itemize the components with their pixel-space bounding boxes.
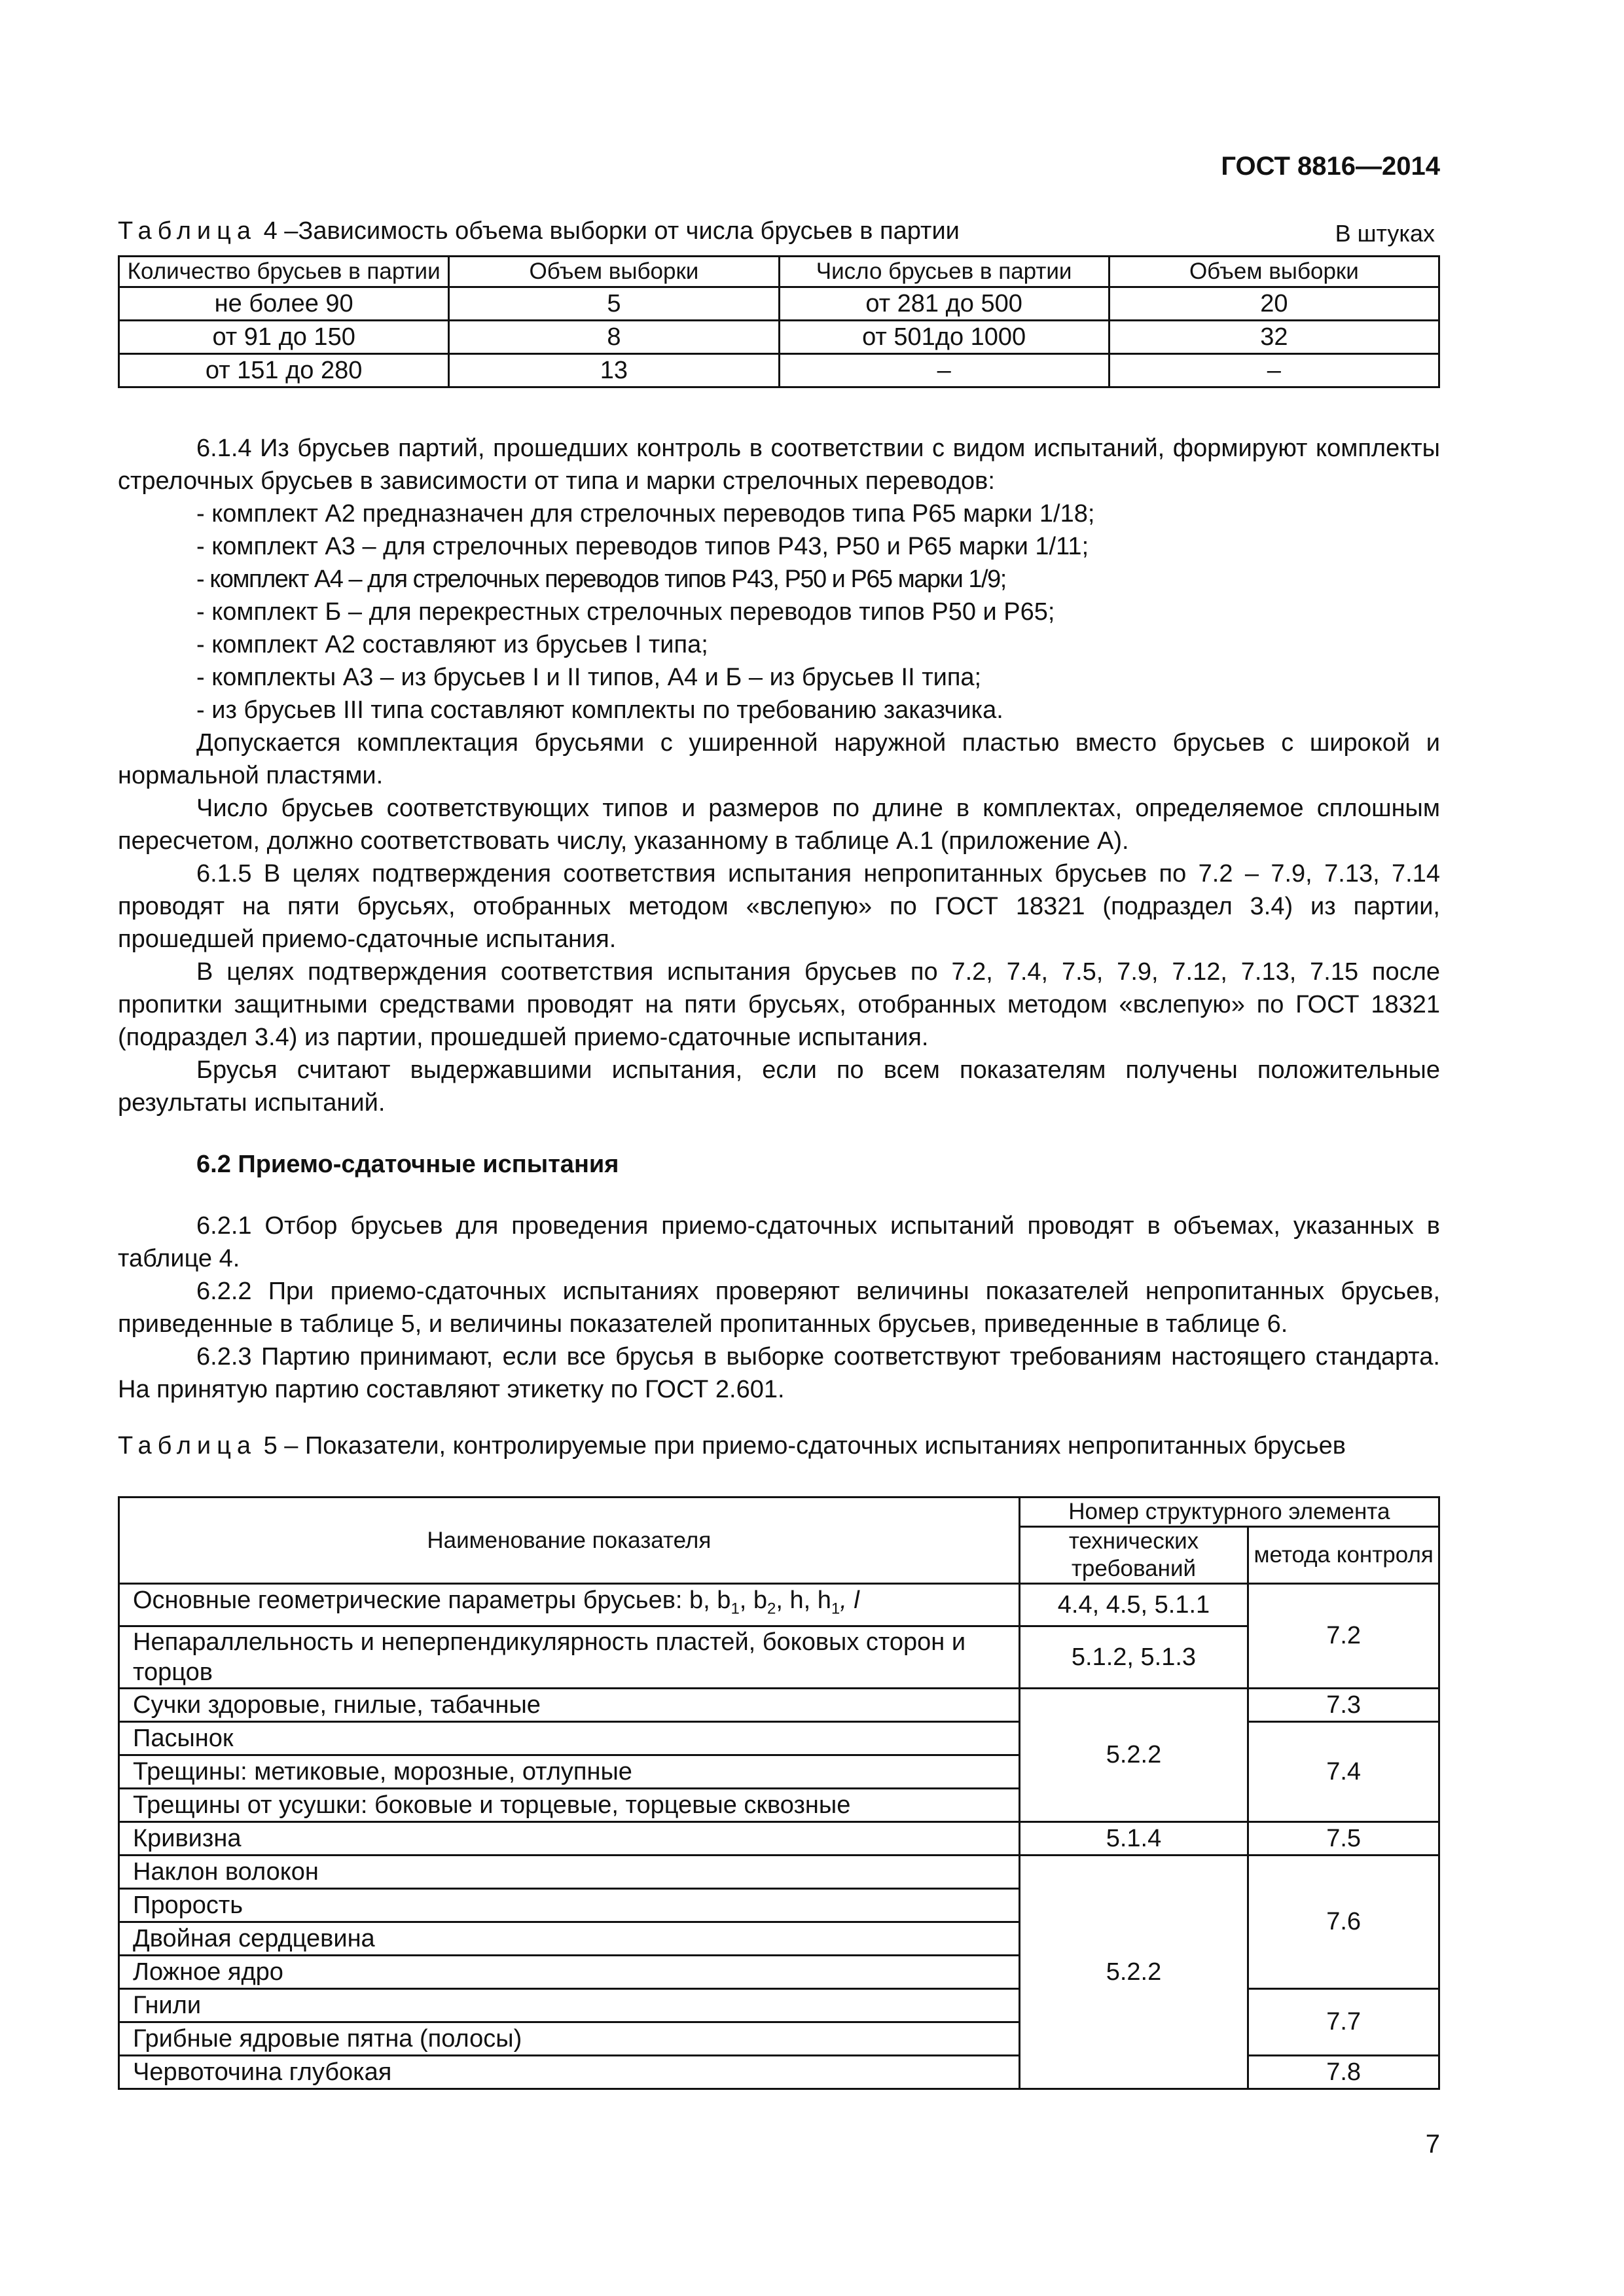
paragraph: Брусья считают выдержавшими испытания, если по всем показателям получены положительные результаты испытаний. <box>118 1056 1440 1117</box>
table-cell: 8 <box>449 321 779 354</box>
body-text <box>118 432 1440 1406</box>
table-cell: 7.4 <box>1248 1721 1439 1821</box>
table-cell: Червоточина глубокая <box>119 2055 1020 2089</box>
table-row <box>119 1688 1439 1721</box>
table-cell: 7.2 <box>1248 1584 1439 1689</box>
table4-unit: В штуках <box>1335 220 1435 247</box>
paragraph-6-1-4: 6.1.4 Из брусьев партий, прошедших контроль в соответствии с видом испытаний, формируют комплекты стрелочных брусьев в зависимости от типа и марки стрелочных переводов: <box>118 435 1440 495</box>
paragraph: Число брусьев соответствующих типов и размеров по длине в комплектах, определяемое сплошным пересчетом, должно соответствовать числу, указанному в таблице А.1 (приложение А). <box>118 795 1440 855</box>
table4-header-cell: Объем выборки <box>1109 257 1439 287</box>
list-item: - комплект А4 – для стрелочных переводов типов Р43, Р50 и Р65 марки 1/9; <box>196 565 1006 593</box>
table-cell: Прорость <box>119 1888 1020 1922</box>
table-cell: Ложное ядро <box>119 1955 1020 1988</box>
table-label: Таблица <box>118 217 257 245</box>
table-cell: Сучки здоровые, гнилые, табачные <box>119 1688 1020 1721</box>
table4-title: 4 –Зависимость объема выборки от числа брусьев в партии <box>263 217 960 245</box>
table-cell: – <box>779 354 1109 387</box>
paragraph-6-2-3: 6.2.3 Партию принимают, если все брусья в выборке соответствуют требованиям настоящего стандарта. На принятую партию составляют этикетку по ГОСТ 2.601. <box>118 1343 1440 1403</box>
table5-header-method: метода контроля <box>1248 1527 1439 1584</box>
table-row <box>119 1855 1439 1888</box>
list-item: - комплекты А3 – из брусьев I и II типов, А4 и Б – из брусьев II типа; <box>196 664 982 691</box>
table-cell: от 501до 1000 <box>779 321 1109 354</box>
list-item: - комплект А2 предназначен для стрелочных переводов типа Р65 марки 1/18; <box>196 500 1095 528</box>
table-cell: 4.4, 4.5, 5.1.1 <box>1019 1584 1248 1626</box>
table-cell: 7.3 <box>1248 1688 1439 1721</box>
table5-header-tech: технических требований <box>1019 1527 1248 1584</box>
table-cell: от 91 до 150 <box>119 321 449 354</box>
table-cell: 7.5 <box>1248 1821 1439 1855</box>
list-item: - комплект Б – для перекрестных стрелочных переводов типов Р50 и Р65; <box>196 598 1055 626</box>
table4-header-cell: Количество брусьев в партии <box>119 257 449 287</box>
table-cell: от 281 до 500 <box>779 287 1109 321</box>
page-number: 7 <box>1425 2130 1440 2159</box>
table-row <box>119 321 1439 354</box>
table-cell: 7.8 <box>1248 2055 1439 2089</box>
table-row <box>119 1584 1439 1626</box>
table-cell: – <box>1109 354 1439 387</box>
section-heading-6-2: 6.2 Приемо-сдаточные испытания <box>196 1151 619 1178</box>
table-5 <box>118 1496 1440 2090</box>
table5-header-group: Номер структурного элемента <box>1019 1498 1439 1527</box>
table4-header-row <box>119 257 1439 287</box>
table-cell: 5.2.2 <box>1019 1855 1248 2089</box>
table5-header-row <box>119 1498 1439 1527</box>
table4-caption <box>118 216 960 246</box>
table-cell: 13 <box>449 354 779 387</box>
paragraph-6-2-1: 6.2.1 Отбор брусьев для проведения приемо-сдаточных испытаний проводят в объемах, указанных в таблице 4. <box>118 1212 1440 1272</box>
table-cell: 7.7 <box>1248 1988 1439 2055</box>
table-cell: 5 <box>449 287 779 321</box>
paragraph: В целях подтверждения соответствия испытания брусьев по 7.2, 7.4, 7.5, 7.9, 7.12, 7.13, 7.15 после пропитки защитными средствами проводят на пяти брусьях, отобранных методом «вслепую» по ГОСТ 18321 (подраздел 3.4) из партии, прошедшей приемо-сдаточные испытания. <box>118 958 1440 1051</box>
table-row <box>119 354 1439 387</box>
table-cell: Трещины: метиковые, морозные, отлупные <box>119 1755 1020 1788</box>
table-cell: 32 <box>1109 321 1439 354</box>
table-cell: 5.1.2, 5.1.3 <box>1019 1626 1248 1688</box>
table5-caption <box>118 1431 1440 1461</box>
table-cell: Двойная сердцевина <box>119 1922 1020 1955</box>
table-4 <box>118 255 1440 388</box>
list-item: - комплект А3 – для стрелочных переводов типов Р43, Р50 и Р65 марки 1/11; <box>196 533 1089 560</box>
table-cell: Пасынок <box>119 1721 1020 1755</box>
list-item: - из брусьев III типа составляют комплекты по требованию заказчика. <box>196 696 1003 724</box>
paragraph-6-1-5: 6.1.5 В целях подтверждения соответствия испытания непропитанных брусьев по 7.2 – 7.9, 7.13, 7.14 проводят на пяти брусьях, отобранных методом «вслепую» по ГОСТ 18321 (подраздел 3.4) из партии, прошедшей приемо-сдаточные испытания. <box>118 860 1440 953</box>
table4-header-cell: Объем выборки <box>449 257 779 287</box>
table-row <box>119 1626 1439 1688</box>
table-cell: Наклон волокон <box>119 1855 1020 1888</box>
table-row <box>119 1821 1439 1855</box>
table-cell: Кривизна <box>119 1821 1020 1855</box>
table-cell: Непараллельность и неперпендикулярность пластей, боковых сторон и торцов <box>119 1626 1020 1688</box>
table-cell: не более 90 <box>119 287 449 321</box>
table-cell: Основные геометрические параметры брусьев: b, $b_1$, $b_2$, h, $h_1$, l <box>119 1584 1020 1626</box>
table-cell: от 151 до 280 <box>119 354 449 387</box>
table-row <box>119 287 1439 321</box>
table-label: Таблица <box>118 1432 257 1460</box>
table-cell: Трещины от усушки: боковые и торцевые, торцевые сквозные <box>119 1788 1020 1821</box>
paragraph-6-2-2: 6.2.2 При приемо-сдаточных испытаниях проверяют величины показателей непропитанных брусьев, приведенные в таблице 5, и величины показателей пропитанных брусьев, приведенные в таблице 6. <box>118 1278 1440 1338</box>
standard-number: ГОСТ 8816—2014 <box>1221 152 1440 181</box>
paragraph: Допускается комплектация брусьями с уширенной наружной пластью вместо брусьев с широкой и нормальной пластями. <box>118 729 1440 789</box>
table4-header-cell: Число брусьев в партии <box>779 257 1109 287</box>
table-cell: 5.1.4 <box>1019 1821 1248 1855</box>
table5-title: 5 – Показатели, контролируемые при приемо-сдаточных испытаниях непропитанных брусьев <box>263 1432 1346 1460</box>
table-cell: Грибные ядровые пятна (полосы) <box>119 2022 1020 2055</box>
table-cell: 20 <box>1109 287 1439 321</box>
table-cell: 5.2.2 <box>1019 1688 1248 1821</box>
list-item: - комплект А2 составляют из брусьев I типа; <box>196 631 708 658</box>
table-cell: Гнили <box>119 1988 1020 2022</box>
table-cell: 7.6 <box>1248 1855 1439 1988</box>
table5-header-name: Наименование показателя <box>119 1498 1020 1584</box>
